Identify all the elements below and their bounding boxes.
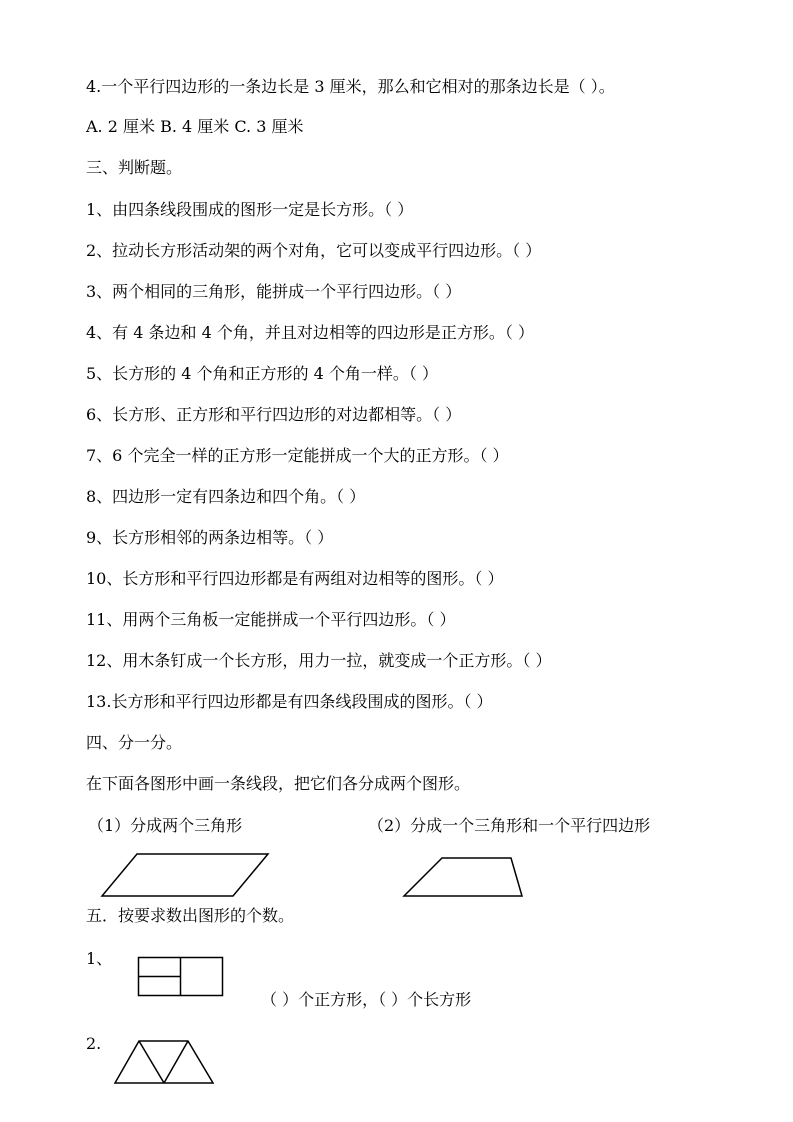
section3-title: 三、判断题。 (86, 158, 183, 177)
tf-item-5: 5、长方形的 4 个角和正方形的 4 个角一样。（ ） (86, 364, 438, 383)
section5-item1-answer: （ ）个正方形，（ ）个长方形 (261, 990, 472, 1009)
section4-instruction: 在下面各图形中画一条线段，把它们各分成两个图形。 (86, 774, 471, 793)
rectangle-grid-figure (136, 955, 226, 999)
tf-item-6: 6、长方形、正方形和平行四边形的对边都相等。（ ） (86, 405, 462, 424)
tf-item-13: 13.长方形和平行四边形都是有四条线段围成的图形。（ ） (86, 692, 493, 711)
parallelogram-figure (96, 848, 276, 902)
tf-item-2: 2、拉动长方形活动架的两个对角，它可以变成平行四边形。（ ） (86, 241, 542, 260)
trapezoid-figure (398, 852, 528, 902)
tf-item-8: 8、四边形一定有四条边和四个角。（ ） (86, 487, 366, 506)
tf-item-7: 7、6 个完全一样的正方形一定能拼成一个大的正方形。（ ） (86, 446, 509, 465)
q4-stem: 4.一个平行四边形的一条边长是 3 厘米，那么和它相对的那条边长是（ ）。 (86, 77, 615, 96)
triangles-trapezoid-figure (112, 1038, 216, 1088)
q4-options: A. 2 厘米 B. 4 厘米 C. 3 厘米 (86, 117, 304, 136)
tf-item-4: 4、有 4 条边和 4 个角，并且对边相等的四边形是正方形。（ ） (86, 323, 534, 342)
section5-item2-label: 2. (86, 1034, 102, 1053)
tf-item-1: 1、由四条线段围成的图形一定是长方形。（ ） (86, 200, 414, 219)
section4-title: 四、分一分。 (86, 733, 183, 752)
tf-item-3: 3、两个相同的三角形，能拼成一个平行四边形。（ ） (86, 282, 462, 301)
section4-sub1: （1）分成两个三角形 (88, 816, 243, 835)
tf-item-11: 11、用两个三角板一定能拼成一个平行四边形。（ ） (86, 610, 456, 629)
section4-sub2: （2）分成一个三角形和一个平行四边形 (368, 816, 651, 835)
tf-item-12: 12、用木条钉成一个长方形，用力一拉，就变成一个正方形。（ ） (86, 651, 552, 670)
tf-item-10: 10、长方形和平行四边形都是有两组对边相等的图形。（ ） (86, 569, 504, 588)
section5-item1-label: 1、 (86, 949, 113, 968)
tf-item-9: 9、长方形相邻的两条边相等。（ ） (86, 528, 334, 547)
section5-title: 五．按要求数出图形的个数。 (86, 906, 295, 925)
